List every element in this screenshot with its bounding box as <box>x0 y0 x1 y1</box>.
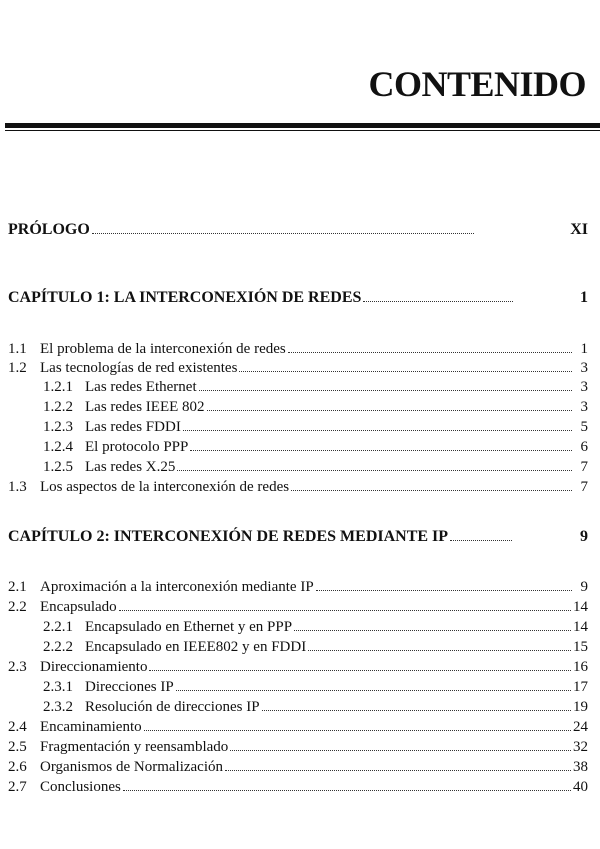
toc-entry-number: 2.4 <box>8 719 27 735</box>
leader-dots <box>144 726 571 731</box>
toc-entry-page: 15 <box>573 639 588 655</box>
leader-dots <box>288 348 572 353</box>
toc-entry-page: 5 <box>580 419 588 435</box>
leader-dots <box>207 406 572 411</box>
toc-entry-number: 1.2.3 <box>43 419 73 435</box>
toc-entry-page: 14 <box>573 619 588 635</box>
toc-entry-label: Direcciones IP <box>85 679 174 695</box>
toc-entry-page: 19 <box>573 699 588 715</box>
toc-entry-label: Las tecnologías de red existentes <box>40 360 238 376</box>
toc-entry-page: 7 <box>580 459 588 475</box>
toc-entry <box>8 778 588 796</box>
toc-entry-page: 7 <box>580 479 588 495</box>
toc-entry <box>43 438 588 456</box>
toc-entry-page: 1 <box>580 289 588 306</box>
toc-entry <box>43 418 588 436</box>
toc-entry <box>43 398 588 416</box>
toc-entry-page: 6 <box>580 439 588 455</box>
toc-entry-label: Conclusiones <box>40 779 121 795</box>
toc-entry-number: 2.3 <box>8 659 27 675</box>
leader-dots <box>450 536 512 541</box>
toc-entry-label: Direccionamiento <box>40 659 148 675</box>
leader-dots <box>92 229 474 234</box>
toc-entry <box>43 458 588 476</box>
toc-entry-number: 2.7 <box>8 779 27 795</box>
toc-entry <box>8 598 588 616</box>
toc-entry-number: 2.5 <box>8 739 27 755</box>
toc-entry-page: 3 <box>580 399 588 415</box>
toc-entry-label: Las redes FDDI <box>85 419 181 435</box>
toc-entry-label: El protocolo PPP <box>85 439 189 455</box>
leader-dots <box>123 786 571 791</box>
toc-entry-page: 3 <box>580 379 588 395</box>
toc-entry <box>8 758 588 776</box>
toc-entry-page: 32 <box>573 739 588 755</box>
toc-entry-label: Resolución de direcciones IP <box>85 699 260 715</box>
leader-dots <box>225 766 571 771</box>
leader-dots <box>294 626 571 631</box>
leader-dots <box>308 646 571 651</box>
leader-dots <box>199 386 572 391</box>
toc-entry-page: 17 <box>573 679 588 695</box>
toc-entry <box>8 738 588 756</box>
toc-entry-page: 40 <box>573 779 588 795</box>
leader-dots <box>176 686 571 691</box>
leader-dots <box>190 446 572 451</box>
toc-entry-number: 1.2 <box>8 360 27 376</box>
toc-entry-page: 1 <box>580 341 588 357</box>
toc-entry <box>8 658 588 676</box>
leader-dots <box>177 466 572 471</box>
toc-entry-page: 16 <box>573 659 588 675</box>
toc-entry-page: 3 <box>580 360 588 376</box>
toc-entry-page: 24 <box>573 719 588 735</box>
toc-entry-page: 9 <box>580 579 588 595</box>
toc-entry <box>43 638 588 656</box>
contents-title: CONTENIDO <box>368 64 586 104</box>
toc-entry <box>43 618 588 636</box>
toc-entry-number: 2.3.1 <box>43 679 73 695</box>
toc-entry <box>43 378 588 396</box>
toc-entry <box>8 718 588 736</box>
toc-entry-prologo <box>8 221 588 239</box>
toc-entry-page: 38 <box>573 759 588 775</box>
toc-entry-label: Las redes X.25 <box>85 459 176 475</box>
toc-entry-label: Encapsulado <box>40 599 117 615</box>
toc-entry-label: Organismos de Normalización <box>40 759 224 775</box>
toc-entry-label: Fragmentación y reensamblado <box>40 739 229 755</box>
toc-entry-label: PRÓLOGO <box>8 221 90 238</box>
toc-entry-page: 9 <box>580 528 588 545</box>
toc-entry <box>43 698 588 716</box>
leader-dots <box>149 666 571 671</box>
toc-entry-number: 2.1 <box>8 579 27 595</box>
toc-entry-number: 1.2.4 <box>43 439 73 455</box>
toc-entry-label: CAPÍTULO 1: LA INTERCONEXIÓN DE REDES <box>8 289 362 306</box>
toc-entry-number: 2.2 <box>8 599 27 615</box>
leader-dots <box>239 367 572 372</box>
toc-entry-number: 1.2.2 <box>43 399 73 415</box>
leader-dots <box>316 586 572 591</box>
leader-dots <box>183 426 572 431</box>
toc-entry-label: El problema de la interconexión de redes <box>40 341 286 357</box>
toc-entry-chapter-1 <box>8 289 588 307</box>
toc-entry <box>8 478 588 496</box>
toc-entry-label: Encaminamiento <box>40 719 142 735</box>
leader-dots <box>119 606 571 611</box>
toc-entry <box>8 578 588 596</box>
toc-entry-label: Encapsulado en Ethernet y en PPP <box>85 619 293 635</box>
toc-entry-label: Los aspectos de la interconexión de redes <box>40 479 290 495</box>
toc-entry <box>43 678 588 696</box>
toc-entry-label: CAPÍTULO 2: INTERCONEXIÓN DE REDES MEDIANTE IP <box>8 528 449 545</box>
leader-dots <box>230 746 571 751</box>
toc-entry-number: 1.3 <box>8 479 27 495</box>
toc-entry-number: 2.6 <box>8 759 27 775</box>
toc-entry-number: 1.1 <box>8 341 27 357</box>
toc-entry-number: 1.2.1 <box>43 379 73 395</box>
toc-entry-number: 2.2.2 <box>43 639 73 655</box>
toc-entry-page: XI <box>570 221 588 238</box>
toc-entry-label: Las redes Ethernet <box>85 379 197 395</box>
toc-entry-chapter-2 <box>8 528 588 546</box>
leader-dots <box>262 706 571 711</box>
toc-entry <box>8 340 588 358</box>
leader-dots <box>291 486 572 491</box>
toc-entry-label: Encapsulado en IEEE802 y en FDDI <box>85 639 307 655</box>
toc-entry-number: 2.2.1 <box>43 619 73 635</box>
leader-dots <box>363 297 513 302</box>
toc-entry-page: 14 <box>573 599 588 615</box>
toc-entry-number: 2.3.2 <box>43 699 73 715</box>
toc-entry <box>8 359 588 377</box>
toc-entry-label: Las redes IEEE 802 <box>85 399 205 415</box>
toc-entry-label: Aproximación a la interconexión mediante IP <box>40 579 314 595</box>
toc-entry-number: 1.2.5 <box>43 459 73 475</box>
